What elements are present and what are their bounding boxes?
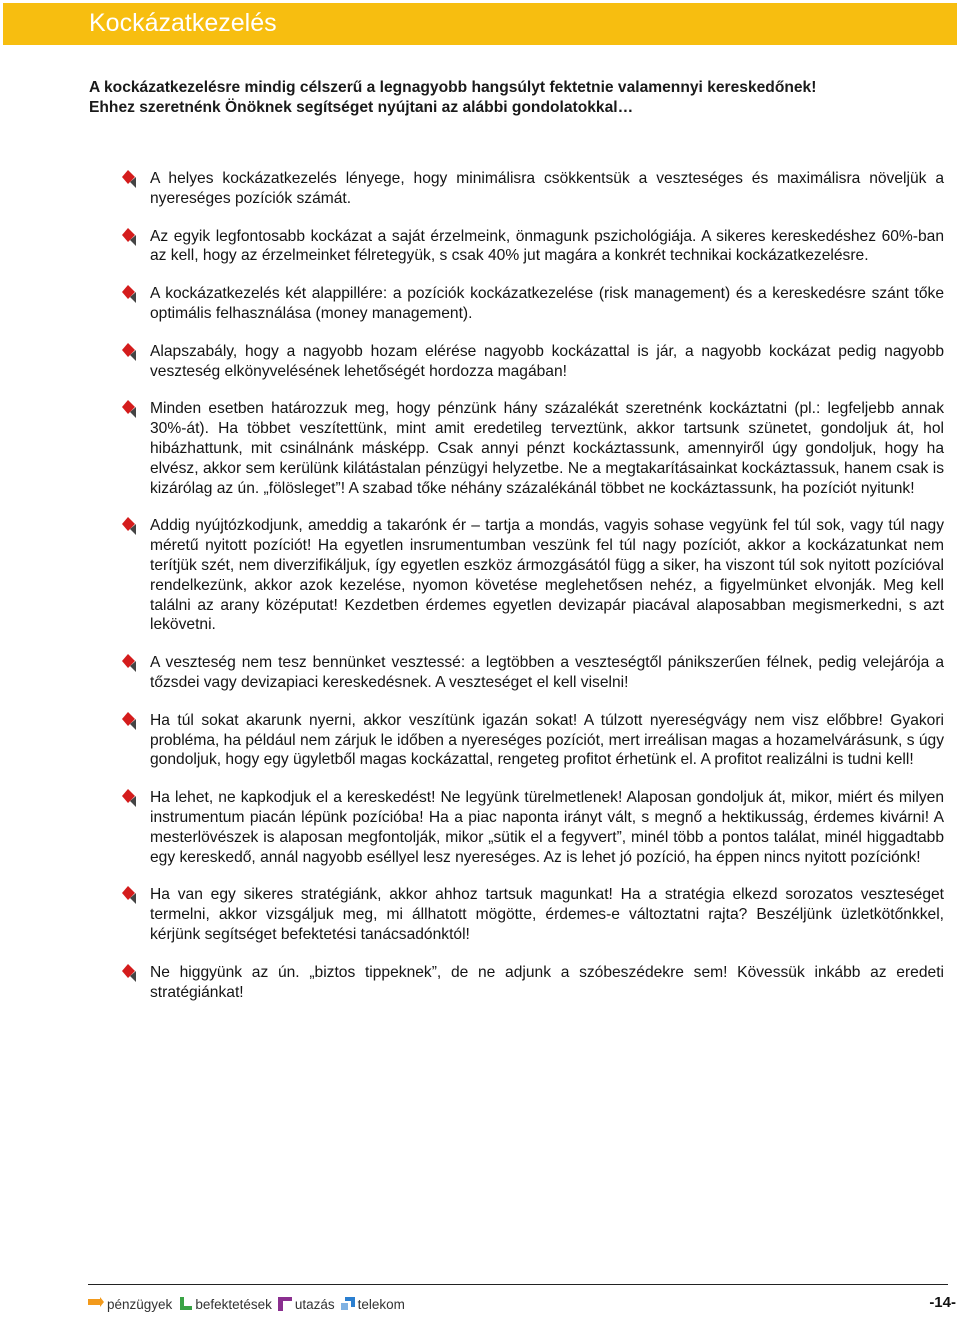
page-title: Kockázatkezelés bbox=[89, 9, 277, 37]
list-item bbox=[122, 284, 944, 324]
page-number: -14- bbox=[929, 1294, 956, 1311]
footer-link-label: utazás bbox=[294, 1296, 335, 1312]
green-bracket-icon bbox=[178, 1297, 192, 1311]
footer-link-befektetesek[interactable] bbox=[178, 1297, 272, 1312]
intro-line-1: A kockázatkezelésre mindig célszerű a legnagyobb hangsúlyt fektetnie valamennyi kereskedőnek! bbox=[89, 79, 817, 96]
footer-link-utazas[interactable] bbox=[278, 1297, 335, 1312]
red-diamond-bullet-icon bbox=[122, 964, 136, 982]
list-item bbox=[122, 399, 944, 498]
footer-nav bbox=[88, 1293, 411, 1315]
red-diamond-bullet-icon bbox=[122, 517, 136, 535]
bullet-text: Ha túl sokat akarunk nyerni, akkor veszítünk igazán sokat! A túlzott nyereségvágy nem visz előbbre! Gyakori probléma, ha például nem zárjuk le időben a nyereséges pozíciót, mert irreálisan magas a hozamelvárásunk, s úgy gondoljuk, hogy egy ügyletből magas kockázattal, rengeteg profitot érhetünk el. A profitot realizálni is tudni kell! bbox=[150, 711, 944, 769]
footer-link-penzugyek[interactable] bbox=[88, 1297, 172, 1312]
footer-link-label: telekom bbox=[357, 1296, 405, 1312]
red-diamond-bullet-icon bbox=[122, 343, 136, 361]
footer-link-label: befektetések bbox=[195, 1296, 272, 1312]
intro-paragraph bbox=[89, 78, 944, 118]
bullet-text: Ha van egy sikeres stratégiánk, akkor ahhoz tartsuk magunkat! Ha a stratégia elkezd sorozatos veszteséget termelni, akkor vizsgáljuk meg, mi állhatott mögötte, érdemes-e változtatni rajta? Beszéljünk üzletkötőnkkel, kérjünk segítséget befektetési tanácsadónktól! bbox=[150, 886, 944, 943]
red-diamond-bullet-icon bbox=[122, 228, 136, 246]
red-diamond-bullet-icon bbox=[122, 712, 136, 730]
list-item bbox=[122, 169, 944, 209]
list-item bbox=[122, 711, 944, 770]
bullet-text: Addig nyújtózkodjunk, ameddig a takarónk ér – tartja a mondás, vagyis sohase vegyünk fel túl sok, vagy túl nagy méretű nyitott pozíciót! Ha egyetlen insrumentumban veszünk fel túl nagy pozíciót, akkor a kockázatunkat nem terítjük szét, nem diverzifikáljuk, így egyetlen eszköz ármozgásától függ a siker, ha viszont túl sok nyitott pozícióval rendelkezünk, akkor azok kezelése, nyomon követése meglehetősen nehéz, a figyelmünket elvonják. Meg kell találni az arany középutat! Kezdetben érdemes egyetlen devizapár piacával alaposabban megismerkedni, s azt lekövetni. bbox=[150, 517, 944, 634]
list-item bbox=[122, 963, 944, 1003]
list-item bbox=[122, 227, 944, 267]
bullet-text: Alapszabály, hogy a nagyobb hozam elérése nagyobb kockázattal is jár, a nagyobb kockázat pedig nagyobb veszteség elkönyvelésének lehetőségét hordozza magában! bbox=[150, 342, 944, 380]
orange-arrow-icon bbox=[88, 1297, 104, 1311]
red-diamond-bullet-icon bbox=[122, 170, 136, 188]
title-bar bbox=[3, 3, 957, 45]
intro-line-2: Ehhez szeretnénk Önöknek segítséget nyújtani az alábbi gondolatokkal… bbox=[89, 99, 634, 116]
red-diamond-bullet-icon bbox=[122, 886, 136, 904]
red-diamond-bullet-icon bbox=[122, 789, 136, 807]
bullet-text: A kockázatkezelés két alappillére: a pozíciók kockázatkezelése (risk management) és a kereskedésre szánt tőke optimális felhasználása (money management). bbox=[150, 285, 944, 322]
footer-link-label: pénzügyek bbox=[107, 1296, 173, 1312]
list-item bbox=[122, 516, 944, 635]
bullet-text: A helyes kockázatkezelés lényege, hogy minimálisra csökkentsük a veszteséges és maximálisra növeljük a nyereséges pozíciók számát. bbox=[150, 170, 944, 207]
footer-link-telekom[interactable] bbox=[341, 1297, 405, 1312]
footer-divider bbox=[88, 1284, 948, 1285]
bullet-text: Ne higgyünk az ún. „biztos tippeknek”, de ne adjunk a szóbeszédekre sem! Kövessük inkább az eredeti stratégiánkat! bbox=[150, 963, 944, 1001]
red-diamond-bullet-icon bbox=[122, 285, 136, 303]
purple-arrow-icon bbox=[278, 1297, 292, 1311]
list-item bbox=[122, 653, 944, 693]
list-item bbox=[122, 342, 944, 382]
red-diamond-bullet-icon bbox=[122, 400, 136, 418]
bullet-text: A veszteség nem tesz bennünket vesztessé: a legtöbben a veszteségtől pánikszerűen félnek, pedig velejárója a tőzsdei vagy devizapiaci kereskedésnek. A veszteséget el kell viselni! bbox=[150, 654, 944, 691]
bullet-text: Az egyik legfontosabb kockázat a saját érzelmeink, önmagunk pszichológiája. A sikeres kereskedéshez 60%-ban az kell, hogy az érzelmeinket félretegyük, s csak 40% jut magára a konkrét technikai kockázatkezelésre. bbox=[150, 227, 944, 265]
bullet-text: Ha lehet, ne kapkodjuk el a kereskedést! Ne legyünk türelmetlenek! Alaposan gondoljuk át, mikor, miért és milyen instrumentum piacán lépünk pozícióba! Ha a piac naponta irányt vált, s megnő a hektikusság, érdemes kivárni! A mesterlövészek is alaposan megfontolják, mikor „sütik el a fegyvert”, minél több a pontos találat, minél higgadtabb egy kereskedő, annál nagyobb eséllyel lesz nyereséges. Az is lehet jó pozíció, ha éppen nincs nyitott pozíciónk! bbox=[150, 789, 944, 866]
list-item bbox=[122, 885, 944, 944]
bullet-text: Minden esetben határozzuk meg, hogy pénzünk hány százalékát szeretnénk kockáztatni (pl.: legfeljebb annak 30%-át). Ha többet veszítettünk, mint amit eredetileg terveztünk, akkor tartsunk szünetet, gondoljuk át, hol hibázhattunk, mit csinálnánk másképp. Csak annyi pénzt kockáztassunk, amennyiről úgy gondoljuk, hogy ha elvész, akkor sem kerülünk kilátástalan pénzügyi helyzetbe. Ne a megtakarításainkat kockáztassuk, hanem csak is kizárólag az ún. „fölösleget”! A szabad tőke néhány százalékánál többet ne kockáztassunk, ha pozíciót nyitunk! bbox=[150, 400, 944, 497]
list-item bbox=[122, 788, 944, 867]
red-diamond-bullet-icon bbox=[122, 654, 136, 672]
blue-arrow-icon bbox=[341, 1297, 355, 1311]
bullet-list bbox=[122, 169, 944, 1020]
